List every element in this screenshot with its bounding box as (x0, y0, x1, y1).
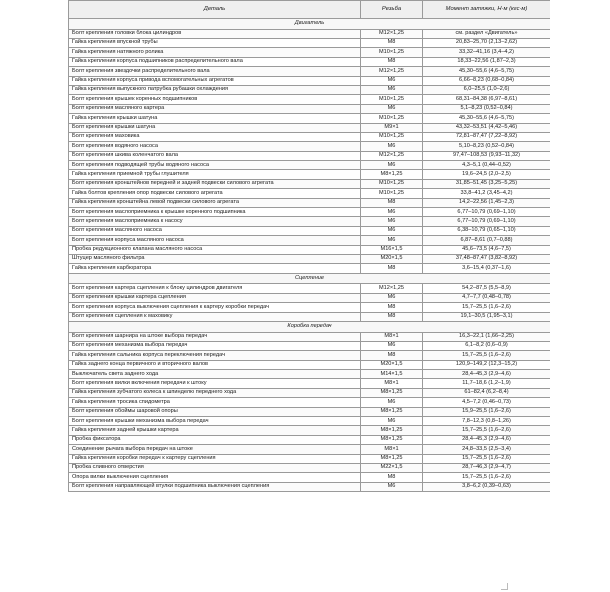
table-row (69, 482, 551, 491)
cell-torque: 54,2–87,5 (5,5–8,9) (423, 284, 551, 293)
table-row (69, 360, 551, 369)
header-part: Деталь (69, 1, 361, 19)
table-header-row (69, 1, 551, 19)
table-body (69, 19, 551, 492)
cell-torque: 3,6–15,4 (0,37–1,6) (423, 264, 551, 273)
section-title: Сцепление (69, 273, 551, 284)
table-row (69, 132, 551, 141)
cell-torque: 15,9–25,5 (1,6–2,6) (423, 407, 551, 416)
cell-torque: 33,32–41,16 (3,4–4,2) (423, 48, 551, 57)
cell-torque: 28,4–45,3 (2,9–4,6) (423, 435, 551, 444)
cell-thread: М14×1,5 (361, 370, 423, 379)
table-row (69, 95, 551, 104)
cell-thread: М16×1,5 (361, 245, 423, 254)
cell-thread: М6 (361, 76, 423, 85)
cell-part: Пробка фиксатора (69, 435, 361, 444)
cell-part: Выключатель света заднего хода (69, 370, 361, 379)
table-row (69, 407, 551, 416)
cell-thread: М6 (361, 85, 423, 94)
cell-thread: М6 (361, 236, 423, 245)
cell-thread: М10×1,25 (361, 95, 423, 104)
cell-part: Болт крепления маслоприемника к крышке коренного подшипника (69, 208, 361, 217)
cell-torque: 37,48–87,47 (3,82–8,92) (423, 254, 551, 263)
cell-part: Гайка крепления задней крышки картера (69, 426, 361, 435)
table-row (69, 303, 551, 312)
cell-part: Болт крепления направляющей втулки подшипника выключения сцепления (69, 482, 361, 491)
cell-part: Болт крепления механизма выбора передач (69, 341, 361, 350)
table-row (69, 123, 551, 132)
table-row (69, 170, 551, 179)
cell-part: Болт крепления масляного насоса (69, 226, 361, 235)
cell-part: Гайка крепления приемной трубы глушителя (69, 170, 361, 179)
cell-torque: 6,38–10,79 (0,65–1,10) (423, 226, 551, 235)
section-header-row (69, 19, 551, 30)
cell-torque: 28,7–46,3 (2,9–4,7) (423, 463, 551, 472)
page-corner-mark (501, 583, 508, 590)
table-row (69, 114, 551, 123)
cell-thread: М6 (361, 142, 423, 151)
cell-thread: М8×1,25 (361, 435, 423, 444)
cell-thread: М8 (361, 351, 423, 360)
table-row (69, 370, 551, 379)
cell-torque: 72,81–87,47 (7,22–8,92) (423, 132, 551, 141)
cell-part: Гайка заднего конца первичного и вторичного валов (69, 360, 361, 369)
cell-part: Болт крепления шарнира на штоке выбора передач (69, 332, 361, 341)
header-torque: Момент затяжки, Н·м (кгс·м) (423, 1, 551, 19)
table-row (69, 293, 551, 302)
table-row (69, 85, 551, 94)
cell-part: Болт крепления звездочки распределительного вала (69, 67, 361, 76)
table-row (69, 208, 551, 217)
header-thread: Резьба (361, 1, 423, 19)
cell-torque: 18,33–22,56 (1,87–2,3) (423, 57, 551, 66)
table-row (69, 245, 551, 254)
table-row (69, 426, 551, 435)
cell-part: Гайка крепления тросика спидометра (69, 398, 361, 407)
cell-thread: М22×1,5 (361, 463, 423, 472)
cell-part: Болт крепления маховика (69, 132, 361, 141)
cell-part: Болт крепления обоймы шаровой опоры (69, 407, 361, 416)
cell-part: Гайка крепления корпуса привода вспомогательных агрегатов (69, 76, 361, 85)
table-row (69, 379, 551, 388)
cell-torque: см. раздел «Двигатель» (423, 29, 551, 38)
table-row (69, 332, 551, 341)
table-row (69, 351, 551, 360)
section-header-row (69, 273, 551, 284)
table-row (69, 254, 551, 263)
cell-torque: 31,85–51,45 (3,25–5,25) (423, 179, 551, 188)
cell-part: Пробка сливного отверстия (69, 463, 361, 472)
cell-thread: М6 (361, 161, 423, 170)
cell-thread: М12×1,25 (361, 29, 423, 38)
cell-torque: 5,10–8,23 (0,52–0,84) (423, 142, 551, 151)
cell-torque: 15,7–25,5 (1,6–2,6) (423, 351, 551, 360)
table-row (69, 463, 551, 472)
cell-part: Болт крепления водяного насоса (69, 142, 361, 151)
cell-torque: 20,83–25,70 (2,13–2,62) (423, 38, 551, 47)
cell-torque: 6,66–8,23 (0,68–0,84) (423, 76, 551, 85)
table-row (69, 284, 551, 293)
cell-thread: М20×1,5 (361, 360, 423, 369)
cell-thread: М10×1,25 (361, 132, 423, 141)
cell-part: Болт крепления масляного картера (69, 104, 361, 113)
cell-thread: М8 (361, 57, 423, 66)
cell-part: Болт крепления крышки механизма выбора передач (69, 417, 361, 426)
cell-part: Болт крепления кронштейнов передней и задней подвески силового агрегата (69, 179, 361, 188)
cell-part: Болт крепления шкива коленчатого вала (69, 151, 361, 160)
cell-part: Гайка крепления зубчатого колеса к шпинделю переднего хода (69, 388, 361, 397)
cell-thread: М12×1,25 (361, 284, 423, 293)
cell-thread: М10×1,25 (361, 48, 423, 57)
cell-part: Гайка крепления сальника корпуса переключения передач (69, 351, 361, 360)
torque-spec-page (68, 0, 550, 592)
table-row (69, 435, 551, 444)
cell-part: Болт крепления крышки картера сцепления (69, 293, 361, 302)
cell-torque: 19,6–24,5 (2,0–2,5) (423, 170, 551, 179)
cell-thread: М6 (361, 482, 423, 491)
cell-thread: М6 (361, 341, 423, 350)
table-row (69, 312, 551, 321)
cell-part: Болт крепления вилки включения передачи к штоку (69, 379, 361, 388)
cell-part: Соединение рычага выбора передач на штоке (69, 445, 361, 454)
table-row (69, 38, 551, 47)
cell-thread: М9×1 (361, 123, 423, 132)
cell-torque: 15,7–25,5 (1,6–2,6) (423, 454, 551, 463)
cell-part: Болт крепления крышки шатуна (69, 123, 361, 132)
table-row (69, 226, 551, 235)
cell-torque: 6,87–8,61 (0,7–0,88) (423, 236, 551, 245)
cell-torque: 14,2–22,56 (1,45–2,3) (423, 198, 551, 207)
cell-thread: М10×1,25 (361, 114, 423, 123)
table-row (69, 142, 551, 151)
table-row (69, 179, 551, 188)
torque-table (68, 0, 550, 492)
cell-torque: 120,9–149,2 (12,3–15,2) (423, 360, 551, 369)
cell-torque: 7,8–12,3 (0,8–1,26) (423, 417, 551, 426)
cell-torque: 97,47–108,53 (9,93–11,32) (423, 151, 551, 160)
cell-torque: 4,3–5,1 (0,44–0,52) (423, 161, 551, 170)
cell-thread: М6 (361, 217, 423, 226)
cell-part: Гайка крепления карбюратора (69, 264, 361, 273)
cell-torque: 19,1–30,5 (1,95–3,1) (423, 312, 551, 321)
cell-torque: 28,4–45,3 (2,9–4,6) (423, 370, 551, 379)
table-row (69, 417, 551, 426)
cell-thread: М6 (361, 293, 423, 302)
cell-torque: 6,77–10,79 (0,69–1,10) (423, 217, 551, 226)
cell-part: Опора вилки выключения сцепления (69, 473, 361, 482)
cell-torque: 4,5–7,2 (0,46–0,73) (423, 398, 551, 407)
cell-part: Гайка крепления крышки шатуна (69, 114, 361, 123)
cell-thread: М6 (361, 208, 423, 217)
cell-part: Гайка крепления кронштейна левой подвески силового агрегата (69, 198, 361, 207)
cell-part: Болт крепления картера сцепления к блоку цилиндров двигателя (69, 284, 361, 293)
cell-torque: 6,0–25,5 (1,0–2,6) (423, 85, 551, 94)
cell-thread: М8×1,25 (361, 170, 423, 179)
table-row (69, 398, 551, 407)
cell-thread: М20×1,5 (361, 254, 423, 263)
cell-thread: М8×1,25 (361, 388, 423, 397)
table-row (69, 445, 551, 454)
cell-thread: М8 (361, 198, 423, 207)
table-row (69, 217, 551, 226)
cell-thread: М6 (361, 104, 423, 113)
cell-torque: 61–82,4 (6,2–8,4) (423, 388, 551, 397)
cell-part: Гайка крепления впускной трубы (69, 38, 361, 47)
cell-torque: 5,1–8,23 (0,52–0,84) (423, 104, 551, 113)
cell-torque: 6,1–8,2 (0,6–0,9) (423, 341, 551, 350)
cell-torque: 6,77–10,79 (0,69–1,10) (423, 208, 551, 217)
cell-part: Болт крепления сцепления к маховику (69, 312, 361, 321)
table-row (69, 161, 551, 170)
cell-thread: М8×1,25 (361, 407, 423, 416)
cell-part: Пробка редукционного клапана масляного насоса (69, 245, 361, 254)
cell-torque: 15,7–25,5 (1,6–2,6) (423, 473, 551, 482)
cell-thread: М8×1 (361, 332, 423, 341)
cell-torque: 11,7–18,6 (1,2–1,9) (423, 379, 551, 388)
cell-part: Гайка крепления корпуса подшипников распределительного вала (69, 57, 361, 66)
cell-torque: 33,8–41,2 (3,45–4,2) (423, 189, 551, 198)
cell-thread: М10×1,25 (361, 179, 423, 188)
table-row (69, 198, 551, 207)
cell-part: Гайка крепления натяжного ролика (69, 48, 361, 57)
cell-part: Гайка крепления коробки передач к картеру сцепления (69, 454, 361, 463)
cell-thread: М8 (361, 312, 423, 321)
cell-thread: М10×1,25 (361, 189, 423, 198)
table-row (69, 473, 551, 482)
cell-torque: 45,6–73,5 (4,6–7,5) (423, 245, 551, 254)
cell-thread: М8×1 (361, 445, 423, 454)
table-row (69, 189, 551, 198)
cell-part: Болт крепления крышек коренных подшипников (69, 95, 361, 104)
cell-thread: М8 (361, 303, 423, 312)
cell-thread: М6 (361, 226, 423, 235)
cell-part: Болт крепления подводящей трубы водяного насоса (69, 161, 361, 170)
cell-torque: 15,7–25,5 (1,6–2,6) (423, 426, 551, 435)
section-title: Коробка передач (69, 321, 551, 332)
cell-torque: 43,32–53,51 (4,42–5,46) (423, 123, 551, 132)
cell-torque: 3,8–6,2 (0,39–0,63) (423, 482, 551, 491)
cell-part: Болт крепления корпуса выключения сцепления к картеру коробки передач (69, 303, 361, 312)
cell-thread: М8 (361, 38, 423, 47)
cell-part: Болт крепления головки блока цилиндров (69, 29, 361, 38)
table-row (69, 48, 551, 57)
cell-torque: 45,30–55,6 (4,6–5,75) (423, 67, 551, 76)
cell-torque: 4,7–7,7 (0,48–0,78) (423, 293, 551, 302)
cell-thread: М8 (361, 264, 423, 273)
table-row (69, 151, 551, 160)
table-row (69, 57, 551, 66)
cell-thread: М6 (361, 398, 423, 407)
cell-torque: 24,8–33,5 (2,5–3,4) (423, 445, 551, 454)
table-row (69, 236, 551, 245)
cell-thread: М8 (361, 473, 423, 482)
cell-part: Гайка болтов крепления опор подвески силового агрегата (69, 189, 361, 198)
section-header-row (69, 321, 551, 332)
cell-thread: М8×1 (361, 379, 423, 388)
table-row (69, 341, 551, 350)
cell-thread: М8×1,25 (361, 426, 423, 435)
table-row (69, 29, 551, 38)
cell-thread: М6 (361, 417, 423, 426)
cell-part: Гайка крепления выпускного патрубка рубашки охлаждения (69, 85, 361, 94)
table-row (69, 388, 551, 397)
cell-torque: 68,31–84,38 (6,97–8,61) (423, 95, 551, 104)
table-row (69, 104, 551, 113)
cell-thread: М8×1,25 (361, 454, 423, 463)
table-row (69, 264, 551, 273)
cell-torque: 15,7–25,5 (1,6–2,6) (423, 303, 551, 312)
table-row (69, 454, 551, 463)
cell-thread: М12×1,25 (361, 67, 423, 76)
table-row (69, 67, 551, 76)
cell-thread: М12×1,25 (361, 151, 423, 160)
cell-part: Болт крепления корпуса масляного насоса (69, 236, 361, 245)
cell-part: Штуцер масляного фильтра (69, 254, 361, 263)
table-row (69, 76, 551, 85)
cell-torque: 45,30–55,6 (4,6–5,75) (423, 114, 551, 123)
section-title: Двигатель (69, 19, 551, 30)
cell-part: Болт крепления маслоприемника к насосу (69, 217, 361, 226)
cell-torque: 16,3–22,1 (1,66–2,25) (423, 332, 551, 341)
